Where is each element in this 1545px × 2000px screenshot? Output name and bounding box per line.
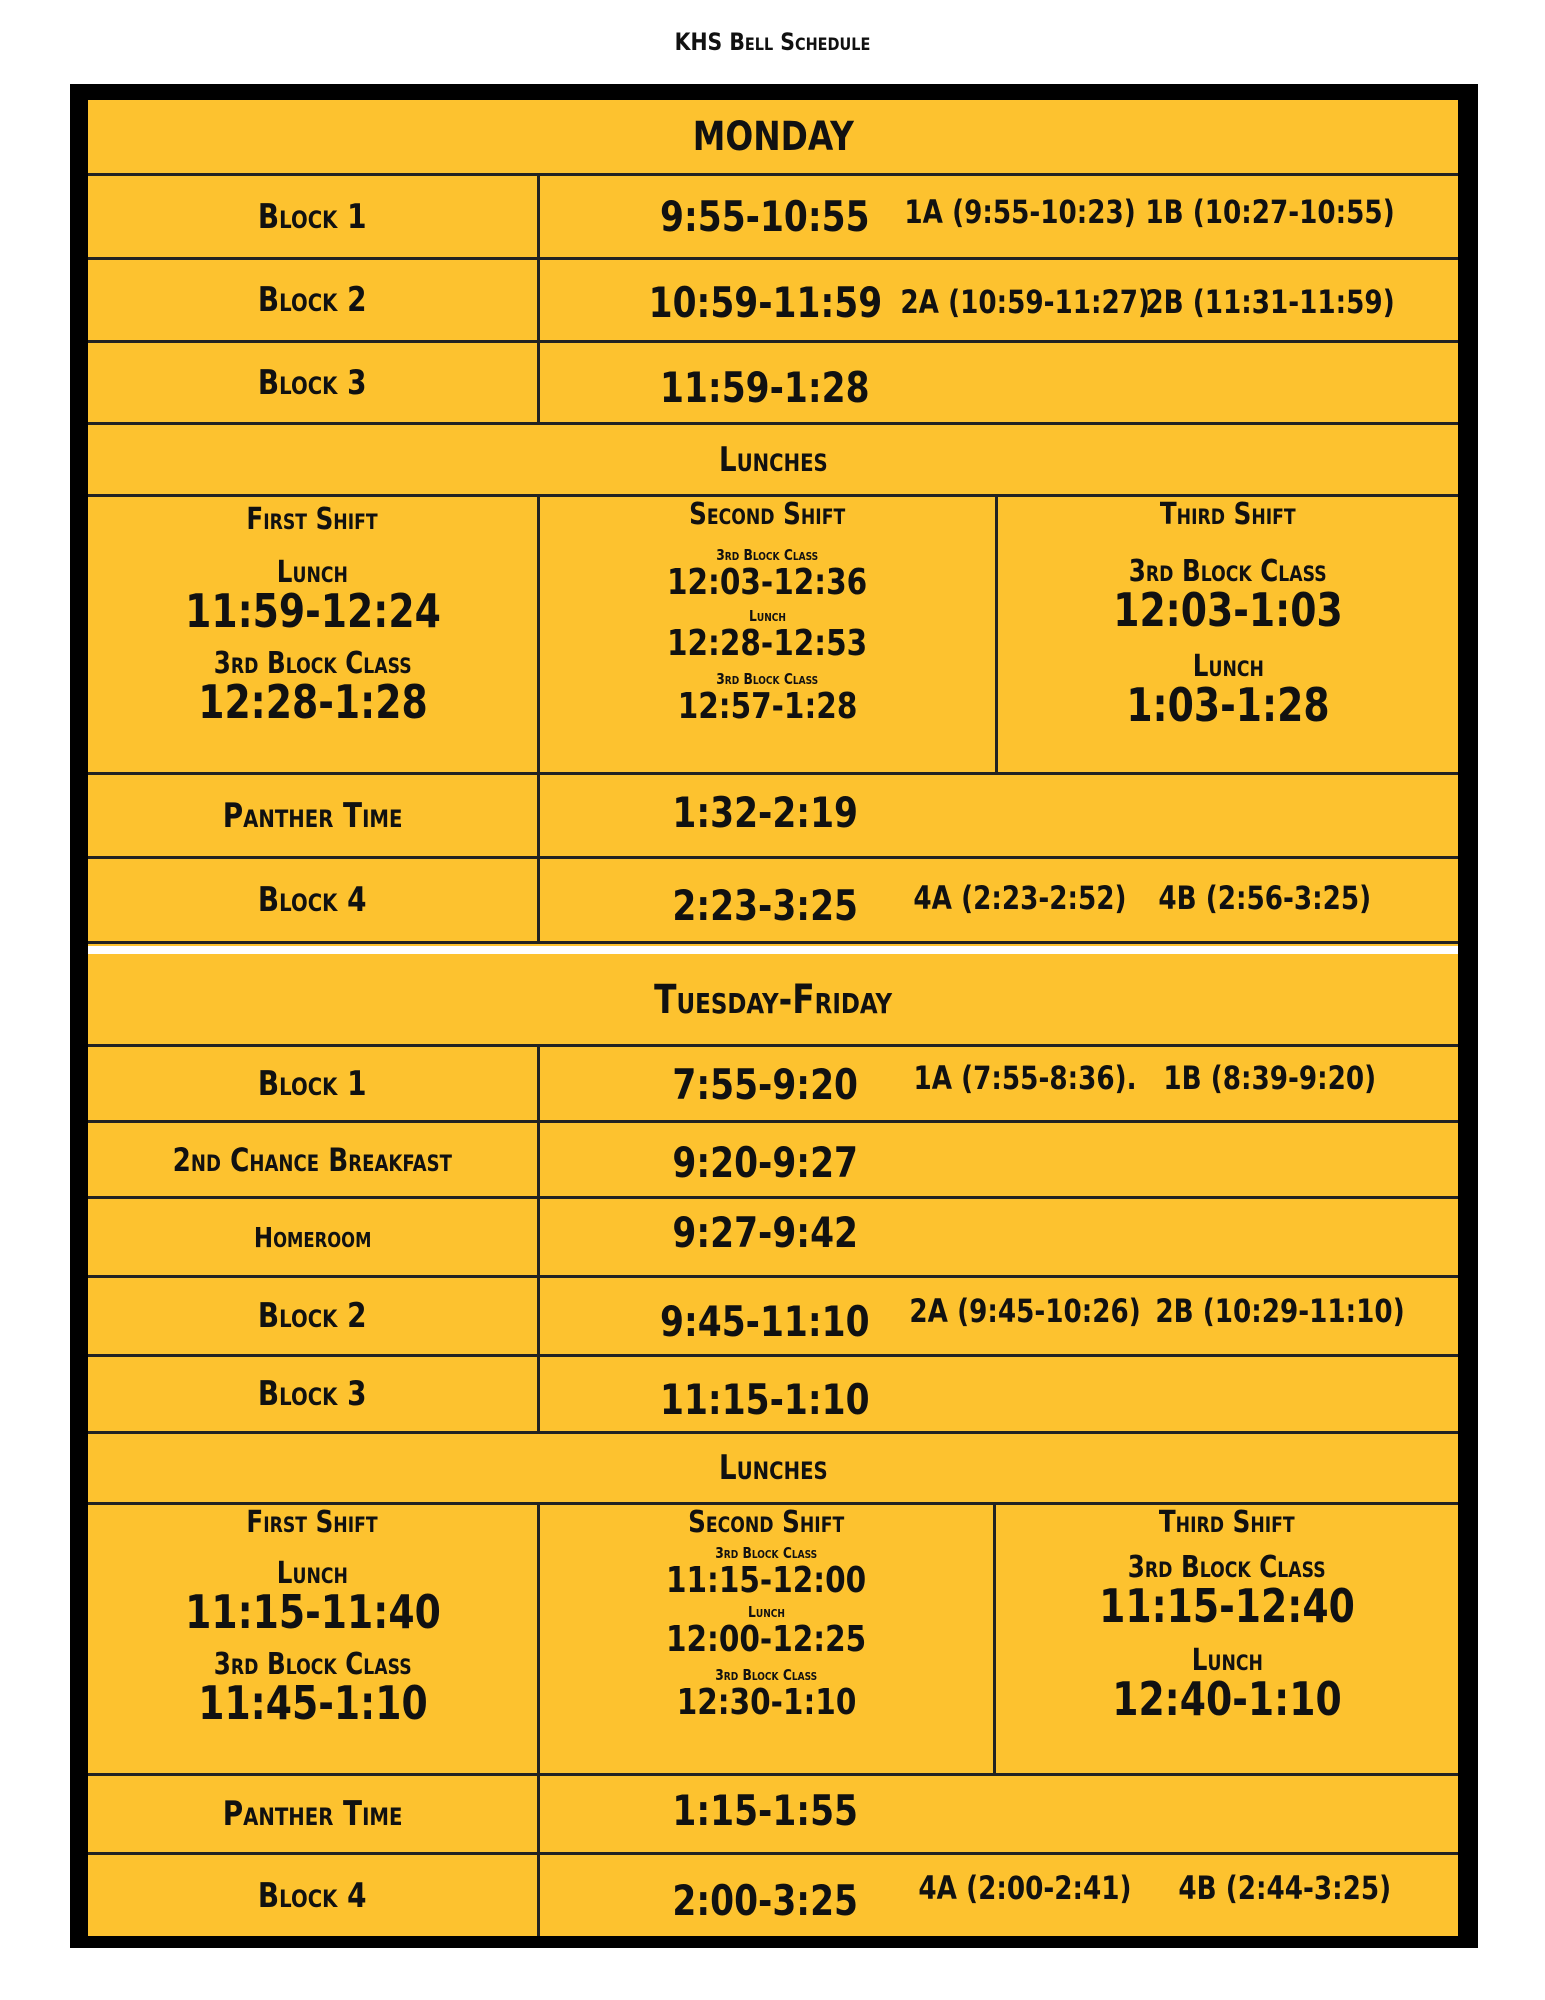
tf-block3-label: Block 3 [258, 1374, 367, 1414]
shift-heading: Third Shift [1159, 1505, 1295, 1540]
shift-slot-label: 3rd Block Class [716, 670, 819, 688]
monday-block1-time: 9:55-10:55 [660, 192, 870, 241]
shift-slot-label: 3rd Block Class [213, 646, 412, 681]
monday-block2-time: 10:59-11:59 [648, 277, 882, 327]
monday-second-shift [540, 497, 995, 727]
shift-slot-label: 3rd Block Class [1128, 1550, 1326, 1585]
shift-slot-time: 12:03-1:03 [1113, 583, 1343, 637]
monday-block3-label: Block 3 [258, 362, 367, 403]
shift-heading: Second Shift [689, 497, 846, 532]
monday-block2a-time: 2A (10:59-11:27) [900, 283, 1150, 321]
shift-slot-time: 12:40-1:10 [1112, 1672, 1342, 1726]
tf-breakfast-time: 9:20-9:27 [672, 1138, 858, 1187]
shift-slot-time: 11:15-12:00 [666, 1560, 867, 1601]
shift-slot-label: 3rd Block Class [715, 1544, 818, 1562]
shift-slot-label: Lunch [1192, 649, 1264, 684]
tf-homeroom-time: 9:27-9:42 [672, 1207, 858, 1257]
tf-block2a-time: 2A (9:45-10:26) [909, 1292, 1141, 1330]
tf-lunches-header: Lunches [718, 1448, 828, 1488]
section-divider [88, 946, 1458, 954]
monday-block2b-time: 2B (11:31-11:59) [1145, 283, 1395, 321]
monday-block4-label: Block 4 [258, 880, 367, 920]
shift-slot-time: 11:59-12:24 [184, 584, 441, 638]
tf-panther-time: 1:15-1:55 [672, 1785, 858, 1835]
monday-block4a-time: 4A (2:23-2:52) [913, 879, 1127, 917]
tf-block2b-time: 2B (10:29-11:10) [1155, 1292, 1405, 1330]
monday-block1a-time: 1A (9:55-10:23) [904, 193, 1136, 231]
shift-slot-time: 12:57-1:28 [677, 686, 858, 727]
monday-block1-label: Block 1 [258, 196, 367, 237]
shift-slot-label: 3rd Block Class [213, 1647, 412, 1682]
tf-block4-time: 2:00-3:25 [672, 1876, 858, 1925]
tf-block4a-time: 4A (2:00-2:41) [918, 1869, 1132, 1907]
shift-slot-label: Lunch [1191, 1643, 1263, 1678]
shift-slot-time: 11:45-1:10 [197, 1676, 428, 1730]
tf-breakfast-label: 2nd Chance Breakfast [172, 1140, 453, 1179]
monday-third-shift [998, 497, 1458, 732]
monday-first-shift [88, 500, 537, 729]
shift-slot-label: Lunch [276, 1556, 349, 1591]
tf-block4b-time: 4B (2:44-3:25) [1178, 1869, 1392, 1907]
tuesday-friday-header: Tuesday-Friday [653, 977, 892, 1023]
shift-slot-label: Lunch [749, 607, 786, 625]
tf-block1a-time: 1A (7:55-8:36). [913, 1059, 1137, 1097]
shift-slot-time: 11:15-12:40 [1099, 1579, 1355, 1633]
divider [537, 174, 540, 424]
monday-block4b-time: 4B (2:56-3:25) [1158, 879, 1372, 917]
tf-block1-time: 7:55-9:20 [672, 1060, 858, 1109]
shift-slot-time: 12:28-1:28 [197, 675, 428, 729]
monday-header: MONDAY [692, 113, 854, 160]
tf-block1-label: Block 1 [258, 1063, 367, 1104]
shift-heading: First Shift [246, 1505, 379, 1540]
monday-block2-label: Block 2 [258, 280, 367, 320]
tf-block1b-time: 1B (8:39-9:20) [1163, 1059, 1377, 1097]
tf-second-shift [540, 1505, 993, 1723]
tf-block3-time: 11:15-1:10 [660, 1374, 870, 1424]
shift-slot-label: 3rd Block Class [715, 1666, 818, 1684]
monday-block4-time: 2:23-3:25 [672, 880, 858, 930]
shift-slot-label: 3rd Block Class [716, 546, 819, 564]
shift-slot-time: 12:03-12:36 [667, 562, 868, 603]
shift-slot-label: Lunch [748, 1603, 785, 1621]
monday-block1b-time: 1B (10:27-10:55) [1145, 193, 1395, 231]
divider [537, 1045, 540, 1431]
shift-slot-time: 12:30-1:10 [676, 1682, 857, 1723]
tf-block4-label: Block 4 [258, 1875, 367, 1916]
shift-slot-time: 12:28-12:53 [667, 623, 868, 664]
shift-heading: First Shift [246, 502, 379, 537]
shift-heading: Second Shift [688, 1505, 845, 1540]
tf-homeroom-label: Homeroom [253, 1220, 372, 1254]
tf-block2-time: 9:45-11:10 [660, 1296, 870, 1346]
shift-slot-label: Lunch [276, 555, 349, 590]
shift-slot-time: 12:00-12:25 [666, 1619, 867, 1660]
shift-slot-label: 3rd Block Class [1129, 554, 1327, 589]
shift-slot-time: 1:03-1:28 [1126, 678, 1330, 732]
tf-first-shift [88, 1505, 537, 1730]
shift-heading: Third Shift [1160, 497, 1296, 532]
monday-lunches-header: Lunches [718, 439, 828, 480]
monday-panther-time: 1:32-2:19 [672, 788, 858, 837]
monday-panther-label: Panther Time [222, 795, 403, 836]
tf-third-shift [996, 1505, 1458, 1726]
page-title: KHS Bell Schedule [674, 28, 871, 56]
tf-panther-label: Panther Time [222, 1794, 403, 1834]
shift-slot-time: 11:15-11:40 [184, 1585, 441, 1639]
tf-block2-label: Block 2 [258, 1296, 367, 1336]
monday-block3-time: 11:59-1:28 [660, 363, 870, 412]
